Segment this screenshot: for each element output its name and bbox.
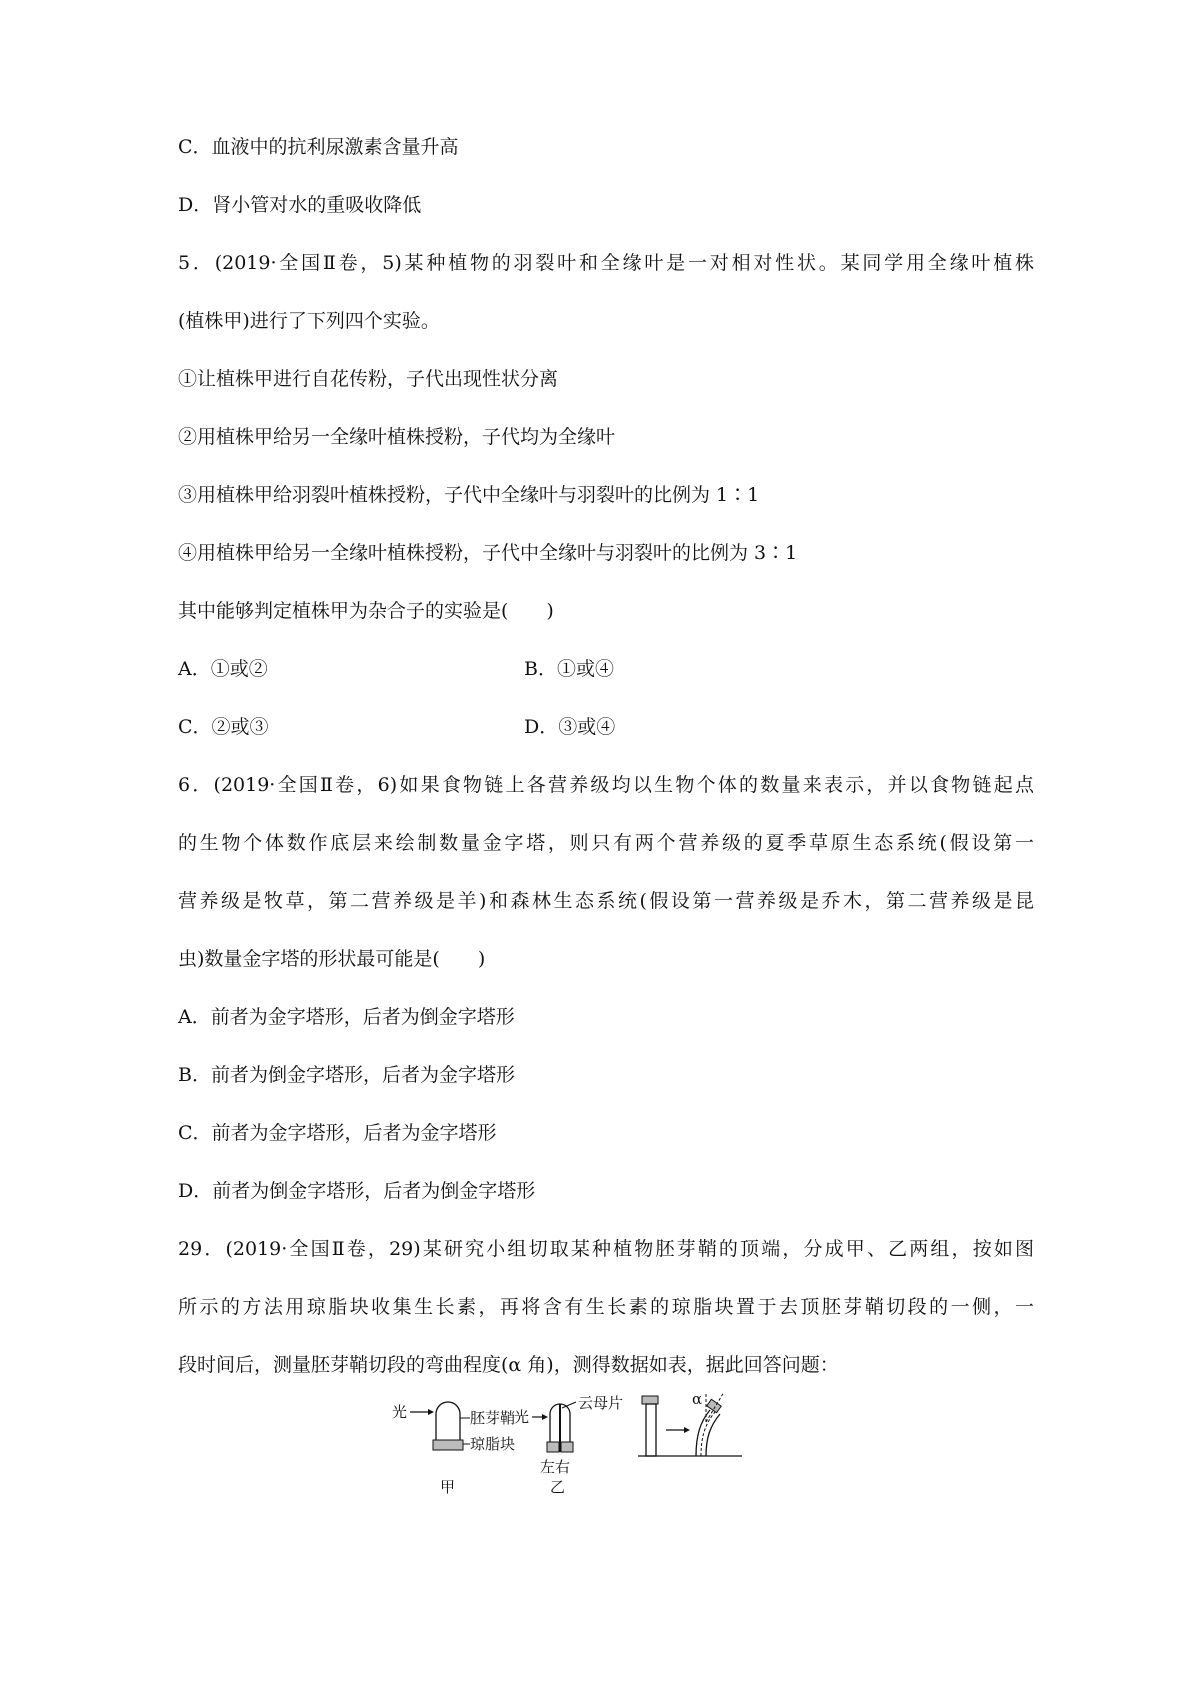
setup-bending (638, 1392, 742, 1456)
bent-stem-left (696, 1410, 710, 1456)
q5-option-c: C．②或③ (178, 716, 269, 738)
coleoptile-a (436, 1402, 460, 1440)
experiment-diagram (390, 1392, 820, 1512)
q5-experiment-4: ④用植株甲给另一全缘叶植株授粉，子代中全缘叶与羽裂叶的比例为 3∶1 (178, 542, 798, 564)
q29-stem-line1: 29．(2019·全国Ⅱ卷，29)某研究小组切取某种植物胚芽鞘的顶端，分成甲、乙两组，按如图 (178, 1238, 1034, 1260)
q4-option-c: C．血液中的抗利尿激素含量升高 (178, 136, 459, 158)
q6-option-c: C．前者为金字塔形，后者为金字塔形 (178, 1122, 497, 1144)
q4-option-d: D．肾小管对水的重吸收降低 (178, 194, 422, 216)
result-arrowhead (684, 1427, 690, 1433)
q29-stem-line3: 段时间后，测量胚芽鞘切段的弯曲程度(α 角)，测得数据如表，据此回答问题： (178, 1354, 839, 1376)
q5-option-d: D．③或④ (524, 716, 616, 738)
experiment-figure (390, 1392, 820, 1512)
light-a-arrowhead (428, 1409, 434, 1415)
decapitated-stem (646, 1404, 656, 1456)
bent-stem-right (706, 1414, 720, 1456)
q29-stem-line2: 所示的方法用琼脂块收集生长素，再将含有生长素的琼脂块置于去顶胚芽鞘切段的一侧，一 (178, 1296, 1034, 1318)
agar-on-stem (642, 1396, 658, 1404)
alpha-label: α (692, 1392, 703, 1408)
q5-option-b: B．①或④ (524, 658, 614, 680)
light-a-label: 光 (392, 1403, 408, 1421)
agar-label: 琼脂块 (470, 1435, 516, 1453)
q6-stem-line4: 虫)数量金字塔的形状最可能是( ) (178, 948, 486, 970)
bent-stem-centerline (701, 1412, 715, 1456)
setup-a-label: 甲 (440, 1478, 456, 1496)
setup-b (514, 1394, 623, 1496)
mica-label: 云母片 (578, 1394, 624, 1412)
q6-stem-line3: 营养级是牧草，第二营养级是羊)和森林生态系统(假设第一营养级是乔木，第二营养级是昆 (178, 890, 1034, 912)
setup-b-label: 乙 (550, 1478, 566, 1496)
q5-stem-line2: (植株甲)进行了下列四个实验。 (178, 310, 440, 332)
light-b-label: 光 (514, 1408, 530, 1426)
agar-block-b-right (561, 1442, 573, 1452)
q6-option-d: D．前者为倒金字塔形，后者为倒金字塔形 (178, 1180, 536, 1202)
q6-option-b: B．前者为倒金字塔形，后者为金字塔形 (178, 1064, 515, 1086)
q5-experiment-3: ③用植株甲给羽裂叶植株授粉，子代中全缘叶与羽裂叶的比例为 1∶1 (178, 484, 760, 506)
q5-experiment-1: ①让植株甲进行自花传粉，子代出现性状分离 (178, 368, 559, 390)
q5-experiment-2: ②用植株甲给另一全缘叶植株授粉，子代均为全缘叶 (178, 426, 616, 448)
q5-stem-line1: 5．(2019·全国Ⅱ卷，5)某种植物的羽裂叶和全缘叶是一对相对性状。某同学用全缘叶植株 (178, 252, 1034, 274)
light-b-arrowhead (542, 1414, 548, 1420)
q6-option-a: A．前者为金字塔形，后者为倒金字塔形 (178, 1006, 515, 1028)
q5-option-a: A．①或② (178, 658, 268, 680)
coleoptile-label: 胚芽鞘 (470, 1409, 516, 1427)
setup-a (392, 1402, 515, 1496)
agar-block-b-left (547, 1442, 559, 1452)
agar-block-a (433, 1440, 463, 1450)
q5-question: 其中能够判定植株甲为杂合子的实验是( ) (178, 600, 554, 622)
q6-stem-line1: 6．(2019·全国Ⅱ卷，6)如果食物链上各营养级均以生物个体的数量来表示，并以食物链起点 (178, 774, 1034, 796)
left-right-label: 左右 (540, 1458, 571, 1476)
q6-stem-line2: 的生物个体数作底层来绘制数量金字塔，则只有两个营养级的夏季草原生态系统(假设第一 (178, 832, 1034, 854)
